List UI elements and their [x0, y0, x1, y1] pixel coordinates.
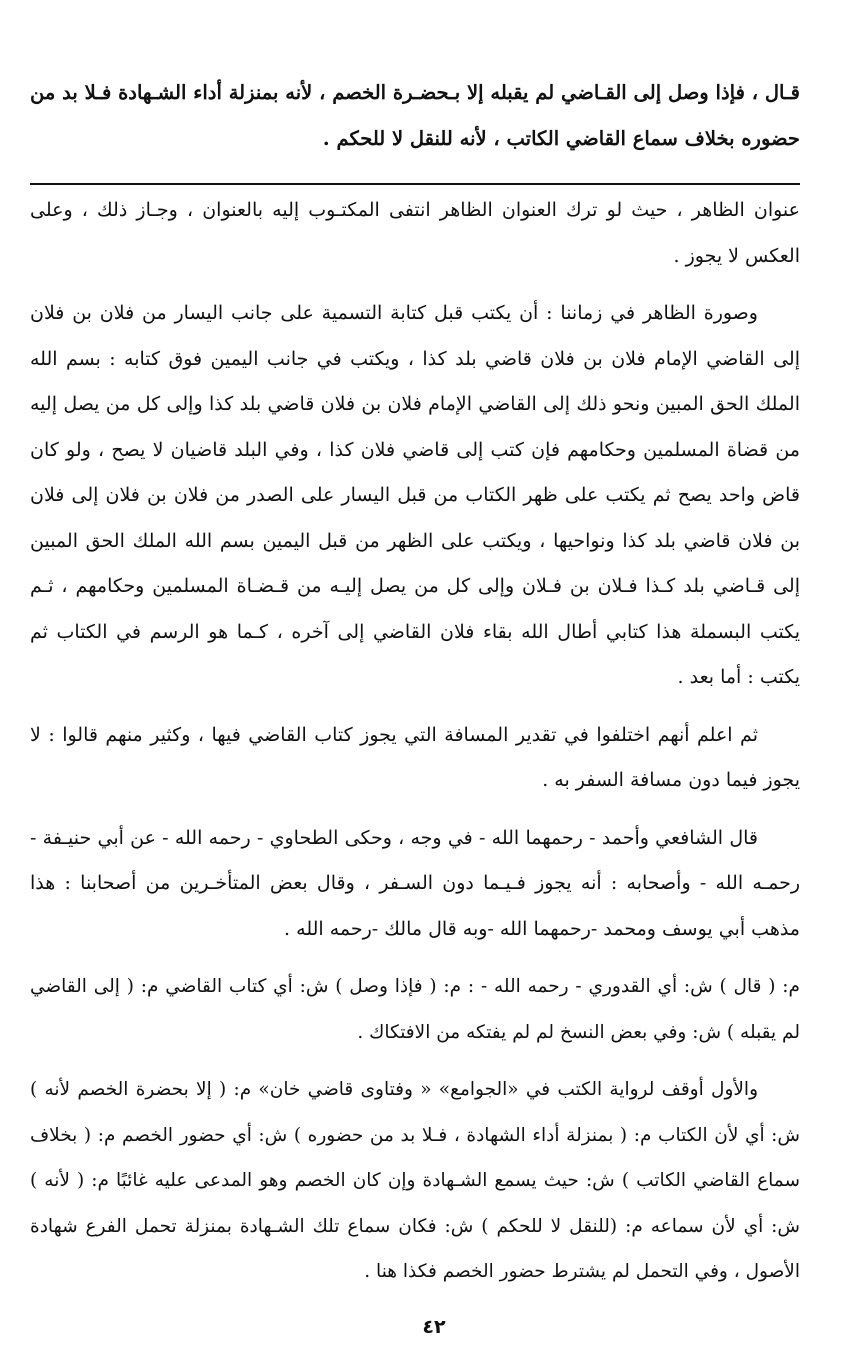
matn-block: [30, 70, 800, 162]
separator-line: [30, 183, 800, 185]
paragraph: والأول أوقف لرواية الكتب في «الجوامع» « وفتاوى قاضي خان» م: ( إلا بحضرة الخصم لأنه ) ش: أي لأن الكتاب م: ( بمنزلة أداء الشهادة ، فـلا بد من حضوره ) ش: أي حضور الخصم م: ( بخلاف سماع القاضي الكاتب ) ش: حيث يسمع الشـهادة وإن كان الخصم وهو المدعى عليه غائبًا م: ( لأنه ) ش: أي لأن سماعه م: (للنقل لا للحكم ) ش: فكان سماع تلك الشـهادة بمنزلة تحمل الفرع شهادة الأصول ، وفي التحمل لم يشترط حضور الخصم فكذا هنا .: [30, 1079, 800, 1282]
paragraph: ثم اعلم أنهم اختلفوا في تقدير المسافة التي يجوز كتاب القاضي فيها ، وكثير منهم قالوا : لا يجوز فيما دون مسافة السفر به .: [30, 723, 800, 791]
paragraph: م: ( قال ) ش: أي القدوري - رحمه الله - : م: ( فإذا وصل ) ش: أي كتاب القاضي م: ( إلى القاضي لم يقبله ) ش: وفي بعض النسخ لم لم يفتكه من الافتكاك .: [30, 976, 800, 1043]
paragraph: عنوان الظاهر ، حيث لو ترك العنوان الظاهر انتفى المكتـوب إليه بالعنوان ، وجـاز ذلك ، وعلى العكس لا يجوز .: [30, 199, 800, 267]
matn-text: قـال ، فإذا وصل إلى القـاضي لم يقبله إلا بـحضـرة الخصم ، لأنه بمنزلة أداء الشـهادة فـلا بد من حضوره بخلاف سماع القاضي الكاتب ، لأنه للنقل لا للحكم .: [30, 81, 800, 150]
page-number: ٤٢: [422, 1316, 446, 1338]
paragraph: وصورة الظاهر في زماننا : أن يكتب قبل كتابة التسمية على جانب اليسار من فلان بن فلان إلى القاضي الإمام فلان بن فلان قاضي بلد كذا ، ويكتب في جانب اليمين فوق كتابه : بسم الله الملك الحق المبين ونحو ذلك إلى القاضي الإمام فلان بن فلان قاضي بلد كذا وإلى كل من يصل إليه من قضاة المسلمين وحكامهم فإن كتب إلى قاضي فلان كذا ، وفي البلد قاضيان لا يصح ، ولو كان قاض واحد يصح ثم يكتب على ظهر الكتاب من قبل اليسار على الصدر من فلان بن فلان إلى فلان بن فلان قاضي بلد كذا ونواحيها ، ويكتب على الظهر من قبل اليمين بسم الله الملك الحق المبين إلى قـاضي بلد كـذا فـلان بن فـلان وإلى كل من يصل إليـه من قـضـاة المسلمين وحكامهم ، ثـم يكتب البسملة هذا كتابي أطال الله بقاء فلان القاضي إلى آخره ، كـما هو الرسم في الكتاب ثم يكتب : أما بعد .: [30, 302, 800, 688]
paragraph: قال الشافعي وأحمد - رحمهما الله - في وجه ، وحكى الطحاوي - رحمه الله - عن أبي حنيـفة - رحمـه الله - وأصحابه : أنه يجوز فـيـما دون السـفر ، وقال بعض المتأخـرين من أصحابنا : هذا مذهب أبي يوسف ومحمد -رحمهما الله -وبه قال مالك -رحمه الله .: [30, 826, 800, 940]
commentary-body: [30, 188, 800, 1307]
